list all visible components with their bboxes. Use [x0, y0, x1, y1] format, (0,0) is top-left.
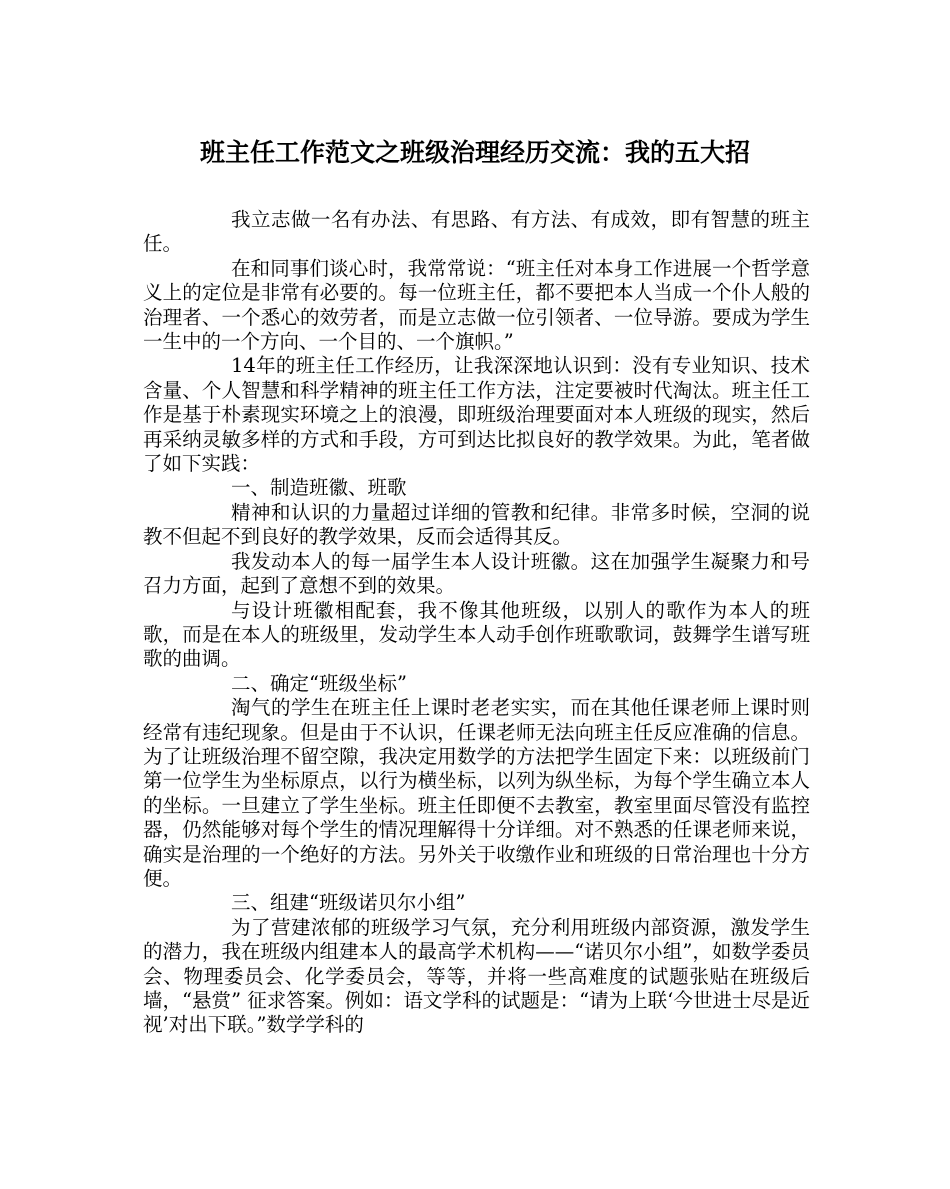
section-heading: 二、确定“班级坐标” [231, 671, 407, 695]
paragraph: 我立志做一名有办法、有思路、有方法、有成效，即有智慧的班主任。 [143, 208, 810, 256]
paragraph: 14年的班主任工作经历，让我深深地认识到：没有专业知识、技术含量、个人智慧和科学精神的班主任工作方法，注定要被时代淘汰。班主任工作是基于朴素现实环境之上的浪漫，即班级治理要面对本人班级的现实，然后再采纳灵敏多样的方式和手段，方可到达比拟良好的教学效果。为此，笔者做了如下实践： [143, 354, 810, 476]
paragraph: 在和同事们谈心时，我常常说：“班主任对本身工作进展一个哲学意义上的定位是非常有必要的。每一位班主任，都不要把本人当成一个仆人般的治理者、一个悉心的效劳者，而是立志做一位引领者、一位导游。要成为学生一生中的一个方向、一个目的、一个旗帜。” [143, 256, 810, 354]
paragraph: 我发动本人的每一届学生本人设计班徽。这在加强学生凝聚力和号召力方面，起到了意想不到的效果。 [143, 549, 810, 598]
paragraph: 淘气的学生在班主任上课时老老实实，而在其他任课老师上课时则经常有违纪现象。但是由于不认识，任课老师无法向班主任反应准确的信息。为了让班级治理不留空隙，我决定用数学的方法把学生固定下来：以班级前门第一位学生为坐标原点，以行为横坐标，以列为纵坐标，为每个学生确立本人的坐标。一旦建立了学生坐标。班主任即便不去教室，教室里面尽管没有监控器，仍然能够对每个学生的情况理解得十分详细。对不熟悉的任课老师来说，确实是治理的一个绝好的方法。另外关于收缴作业和班级的日常治理也十分方便。 [143, 696, 810, 890]
paragraph: 精神和认识的力量超过详细的管教和纪律。非常多时候，空洞的说教不但起不到良好的教学效果，反而会适得其反。 [143, 500, 810, 549]
section-heading: 一、制造班徽、班歌 [231, 476, 407, 500]
paragraph: 与设计班徽相配套，我不像其他班级，以别人的歌作为本人的班歌，而是在本人的班级里，发动学生本人动手创作班歌歌词，鼓舞学生谱写班歌的曲调。 [143, 598, 810, 671]
document-body [143, 208, 810, 1038]
section-heading: 三、组建“班级诺贝尔小组” [231, 891, 466, 915]
document-title: 班主任工作范文之班级治理经历交流：我的五大招 [199, 138, 750, 167]
paragraph: 为了营建浓郁的班级学习气氛，充分利用班级内部资源，激发学生的潜力，我在班级内组建本人的最高学术机构——“诺贝尔小组”，如数学委员会、物理委员会、化学委员会，等等，并将一些高难度的试题张贴在班级后墙，“悬赏” 征求答案。例如：语文学科的试题是：“请为上联‘今世进士尽是近视’对出下联。”数学学科的 [143, 915, 810, 1037]
